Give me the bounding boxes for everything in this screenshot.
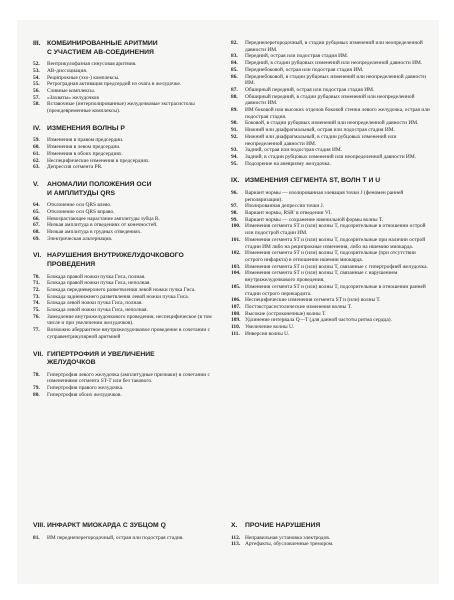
section [33,125,221,171]
item-number: 75. [33,307,40,314]
item-text: Подозрение на аневризму желудочка. [245,160,331,167]
section [33,40,221,115]
item-text: Блокада левой ножки пучка Гиса, неполная. [47,307,148,314]
item-text: Постэкстрасистолические изменения волны T. [245,303,352,310]
item-text: Артефакты, обусловленные тремором. [245,541,334,548]
item-text: Задний, в стадии рубцовых изменений или неопределенной давности ИМ. [245,153,416,160]
section-title: X. ПРОЧИЕ НАРУШЕНИЯ [231,522,321,529]
item-number: 70. [33,273,40,280]
item-text: Изменения сегмента ST и (или) волны T, подозрительные при наличии острой стадии ИМ либо на реципрокные изменения, либо на ишемию миокарда. [245,236,426,250]
list-item [33,68,221,75]
list-item [231,134,431,147]
item-text: Переднеперегородочный, в стадии рубцовых изменений или неопределенной давности ИМ. [245,40,423,53]
item-text: Отклонение оси QRS влево. [47,202,112,209]
item-number: 72. [33,286,40,293]
section-title: IV. ИЗМЕНЕНИЯ ВОЛНЫ P [33,124,125,132]
list-item [33,222,221,229]
item-number: 102. [231,250,241,257]
item-text: Гипертрофия левого желудочка (амплитудные признаки) в сочетании с изменениями сегмента ST-T или без такового. [47,371,210,385]
list-item [231,210,431,217]
item-number: 54. [33,74,40,81]
list-item [231,223,431,236]
item-number: 58. [33,101,40,108]
list-item [33,280,221,287]
item-number: 110. [231,324,241,331]
list-item [231,304,431,311]
list-item [231,154,431,161]
item-text: Сливные комплексы. [47,88,96,94]
list-item [33,385,221,392]
item-number: 83. [231,53,238,60]
list-item [33,287,221,294]
item-text: Низкая амплитуда в грудных отведениях. [47,228,142,235]
item-number: 112. [231,534,241,541]
list-item [231,190,431,203]
item-text: Замедление внутрижелудочкового проведения, неспецифическое (в том числе и при увеличении желудочков). [47,313,212,327]
list-item [231,107,431,120]
section-x [231,522,431,548]
item-text: Передний, острая или подострая стадия ИМ. [245,53,349,60]
item-number: 84. [231,60,238,67]
item-text: Гипертрофия правого желудочка. [47,385,124,392]
list-item [33,88,221,95]
item-number: 106. [231,297,241,304]
list-item [33,535,221,542]
item-text: Высокие (остроконечные) волны T. [245,310,327,317]
section-title: VI. НАРУШЕНИЯ ВНУТРИЖЕЛУДОЧКОВОГО ПРОВЕДЕНИЯ [33,252,184,268]
item-number: 104. [231,270,241,277]
item-text: Вентрикулофазная синусовая аритмия. [47,61,137,68]
item-text: Нижний или диафрагмальный, в стадии рубцовых изменений или неопределенной давности ИМ. [245,133,397,147]
item-number: 101. [231,236,241,243]
item-number: 63. [33,164,40,171]
section-viii [33,522,221,541]
item-text: Блокада правой ножки пучка Гиса, полная. [47,273,146,280]
list-item [33,392,221,399]
item-text: ИМ боковой или высоких отделов боковой стенки левого желудочка, острая или подострая стадия. [245,107,430,120]
item-text: Изолированная депрессия точки J. [245,203,325,210]
list-item [231,250,431,263]
item-text: АВ-диссоциация. [47,67,88,74]
list-item [33,61,221,68]
item-text: Депрессия сегмента PR. [47,164,103,171]
section-title: IX. ИЗМЕНЕНИЯ СЕГМЕНТА ST, ВОЛН T И U [231,177,381,185]
item-text: Обширный передний, острая или подострая стадия ИМ. [245,86,375,93]
item-number: 80. [33,391,40,398]
item-number: 59. [33,137,40,144]
item-text: Вариант нормы — изолированная элевация точки J (феномен ранней реполяризации). [245,189,404,203]
item-text: Нижний или диафрагмальный, острая или подострая стадия ИМ. [245,127,395,134]
item-number: 95. [231,160,238,167]
item-text: Блокада задненижнего разветвления левой ножки пучка Гиса. [47,293,189,300]
item-text: Блокада левой ножки пучка Гиса, полная. [47,300,143,307]
item-number: 64. [33,202,40,209]
item-text: Изменения сегмента ST и (или) волны T, связанные с нарушением внутрижелудочкового проведения. [245,270,398,284]
item-number: 89. [231,107,238,114]
item-text: Неспецифические изменения в предсердиях. [47,157,150,164]
item-number: 81. [33,534,40,541]
list-item [33,372,221,385]
item-text: Низкая амплитуда в отведениях от конечностей. [47,222,158,229]
item-text: Изменения сегмента ST и (или) волны T, связанные с гипертрофией желудочка. [245,263,428,270]
item-text: Гипертрофия обоих желудочков. [47,391,122,398]
item-number: 61. [33,150,40,157]
item-number: 78. [33,371,40,378]
list-item [231,331,431,338]
section [33,252,221,340]
item-number: 76. [33,313,40,320]
item-text: Вариант нормы, RSR' в отведении VI. [245,210,332,217]
item-number: 97. [231,203,238,210]
list-item [33,144,221,151]
section-ix [231,177,431,337]
left-column [33,40,221,409]
list-item [33,202,221,209]
item-text: Неправильная установка электродов. [245,534,331,541]
item-number: 99. [231,216,238,223]
section [33,351,221,399]
item-number: 67. [33,222,40,229]
list-item [33,164,221,171]
item-text: Изменения в левом предсердии. [47,144,121,151]
item-number: 108. [231,310,241,317]
item-text: Передний, в стадии рубцовых изменений или неопределенной давности ИМ. [245,60,423,67]
item-text: Переднебоковой, острая или подострая стадия ИМ. [245,66,364,73]
item-number: 113. [231,541,241,548]
item-number: 66. [33,215,40,222]
list-item [231,74,431,87]
list-item [231,94,431,107]
section-title: V. АНОМАЛИИ ПОЛОЖЕНИЯ ОСИ И АМПЛИТУДЫ QRS [33,180,152,197]
section-title: VIII. ИНФАРКТ МИОКАРДА С ЗУБЦОМ Q [33,522,166,529]
list-item [33,101,221,114]
section-x-items [231,535,431,548]
list-item [231,147,431,154]
list-item [33,81,221,88]
item-number: 62. [33,157,40,164]
item-text: Инверсия волны U. [245,330,290,337]
item-number: 109. [231,317,241,324]
item-number: 92. [231,133,238,140]
list-item [33,209,221,216]
item-text: Изменения сегмента ST и (или) волны T, подозрительные в отношении ранней стадии острого перикардита. [245,283,426,297]
item-text: Увеличение волны U. [245,324,295,331]
item-text: Переднебоковой, в стадии рубцовых изменений или неопределенной давности ИМ. [245,73,426,87]
item-number: 82. [231,40,238,46]
item-text: Удлинение интервала Q—T (для данной частоты ритма сердца). [245,317,392,324]
item-text: Невозрастающее нарастание амплитуды зубца R. [47,215,160,222]
list-item [231,87,431,94]
section-title: III. КОМБИНИРОВАННЫЕ АРИТМИИ С УЧАСТИЕМ АВ-СОЕДИНЕНИЯ [33,40,158,56]
list-item [231,317,431,324]
item-number: 90. [231,120,238,127]
list-item [231,297,431,304]
list-item [231,127,431,134]
right-column [231,40,431,347]
section-title: VII. ГИПЕРТРОФИЯ И УВЕЛИЧЕНИЕ ЖЕЛУДОЧКОВ [33,350,155,367]
list-item [33,314,221,327]
list-item [33,151,221,158]
item-number: 73. [33,293,40,300]
item-number: 94. [231,153,238,160]
list-item [231,67,431,74]
list-item [231,541,431,548]
item-text: Изменения сегмента ST и (или) волны T, подозрительные в отношении острой или подострой стадии ИМ. [245,223,426,237]
item-text: Блокада правой ножки пучка Гиса, неполная. [47,280,151,287]
list-item [231,284,431,297]
item-number: 65. [33,208,40,215]
item-text: Изменения в обоих предсердиях. [47,150,123,157]
item-number: 96. [231,189,238,196]
item-number: 107. [231,303,241,310]
item-number: 105. [231,283,241,290]
section-ix-items [231,190,431,337]
section [33,181,221,242]
list-item [231,237,431,250]
list-item [231,324,431,331]
list-item [231,60,431,67]
item-text: Боковой, в стадии рубцовых изменений или неопределенной давности ИМ. [245,120,419,127]
section-viii-items [33,535,221,542]
list-item [231,40,431,53]
list-item [231,161,431,168]
list-item [33,137,221,144]
item-text: Возможно аберрантное внутрижелудочковое проведение в сочетании с суправентрикулярной аритмией [47,327,211,340]
item-text: Блокада передневерхнего разветвления левой ножки пучка Гиса. [47,286,196,293]
item-number: 77. [33,327,40,334]
item-number: 68. [33,228,40,235]
item-number: 91. [231,127,238,134]
item-number: 111. [231,330,240,337]
item-number: 87. [231,86,238,93]
list-item [33,236,221,243]
list-item [33,158,221,165]
item-text: Отклонение оси QRS вправо. [47,208,115,215]
document-page [17,20,439,584]
list-item [231,270,431,283]
mi-items-list [231,40,431,167]
item-text: Вариант нормы — сохранение ювенильной формы волны T. [245,216,384,223]
item-number: 69. [33,235,40,242]
item-number: 103. [231,263,241,270]
list-item [33,229,221,236]
item-number: 100. [231,223,241,230]
item-text: Изменения в правом предсердии. [47,137,124,144]
item-number: 85. [231,66,238,73]
item-text: Реципрокные (эхо-) комплексы. [47,74,120,81]
item-number: 60. [33,144,40,151]
item-number: 93. [231,147,238,154]
item-number: 88. [231,93,238,100]
item-text: Электрическая альтернация. [47,235,113,242]
item-number: 56. [33,88,40,94]
item-text: Ретроградная активация предсердий из очага в желудочке. [47,81,182,88]
item-text: ИМ переднеперегородочный, острая или подострая стадия. [47,534,184,541]
list-item [33,327,221,340]
item-number: 98. [231,210,238,217]
item-number: 57. [33,94,40,101]
item-number: 79. [33,385,40,392]
item-text: «Захваты» желудочков [47,94,99,101]
list-item [33,307,221,314]
item-text: Вставочные (интерполированные) желудочковые экстрасистолы (преждевременные комплексы). [47,101,195,115]
item-number: 71. [33,280,40,287]
item-text: Обширный передний, в стадии рубцовых изменений или неопределенной давности ИМ. [245,93,415,107]
item-number: 52. [33,61,40,68]
item-text: Изменения сегмента ST и (или) волны T, подозрительные (при отсутствии острого инфаркта) в отношении ишемии миокарда. [245,250,416,263]
item-number: 74. [33,300,40,307]
item-number: 55. [33,81,40,88]
item-text: Неспецифические изменения сегмента ST и (или) волны T. [245,297,381,304]
item-text: Задний, острая или подострая стадия ИМ. [245,147,342,154]
list-item [231,203,431,210]
item-number: 53. [33,67,40,74]
item-number: 86. [231,73,238,80]
